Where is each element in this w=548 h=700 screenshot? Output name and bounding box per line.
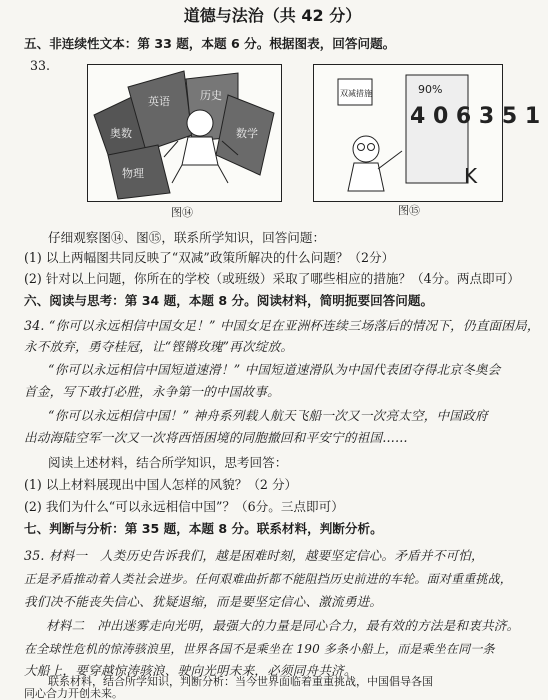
book-label: 奥数	[110, 127, 132, 140]
q34-line: 首金，写下敢打必胜，永争第一的中国故事。	[24, 384, 280, 399]
figure-14-caption: 图⑭	[171, 206, 193, 219]
book-label: 历史	[200, 89, 222, 102]
q35-material-2-line: 在全球性危机的惊涛骇浪里，世界各国不是乘坐在 190 多条小船上，而是乘坐在同一条	[24, 642, 495, 656]
cartoon-figure-14	[87, 64, 282, 202]
percent-label: 90%	[418, 83, 443, 96]
q35-material-1-line: 35. 材料一 人类历史告诉我们，越是困难时刻，越要坚定信心。矛盾并不可怕，	[24, 548, 484, 563]
letter-mark: K	[464, 164, 478, 188]
q33-item-2: (2) 针对以上问题，你所在的学校（或班级）采取了哪些相应的措施？（4分。两点即可）	[24, 271, 520, 286]
q34-line: “你可以永远相信中国！” 神舟系列载人航天飞船一次又一次亮太空，中国政府	[48, 408, 488, 423]
book-label: 英语	[148, 95, 170, 108]
q34-prompt: 阅读上述材料，结合所学知识，思考回答：	[48, 455, 288, 470]
cartoon-figure-15	[313, 64, 541, 202]
book-label: 物理	[122, 167, 144, 180]
q34-line: 永不放弃，勇夺桂冠，让“铿锵玫瑰”再次绽放。	[24, 339, 294, 354]
section-7-heading: 七、判断与分析：第 35 题，本题 8 分。联系材料，判断分析。	[24, 521, 383, 536]
q35-material-1-line: 我们决不能丧失信心、犹疑退缩，而是要坚定信心、激流勇进。	[24, 594, 383, 609]
q34-item-2: (2) 我们为什么“可以永远相信中国”？（6分。三点即可）	[24, 499, 344, 514]
figure-15-caption: 图⑮	[398, 204, 420, 217]
q35-material-2-line: 材料二 冲出迷雾走向光明，最强大的力量是同心合力，最有效的方法是和衷共济。	[46, 618, 520, 633]
q33-prompt: 仔细观察图⑭、图⑮，联系所学知识，回答问题：	[48, 230, 326, 245]
book-label: 数学	[236, 127, 258, 140]
q35-material-2-line: 大船上，要穿越惊涛骇浪、驶向光明未来，必须同舟共济。	[24, 663, 357, 678]
section-6-heading: 六、阅读与思考：第 34 题，本题 8 分。阅读材料，简明扼要回答问题。	[24, 293, 434, 308]
q35-prompt	[24, 675, 548, 700]
question-33-number: 33.	[30, 58, 51, 73]
board-sign: 双减措施	[340, 89, 372, 98]
q34-item-1: (1) 以上材料展现出中国人怎样的风貌？（2 分）	[24, 477, 298, 492]
q33-item-1: (1) 以上两幅图共同反映了“双减”政策所解决的什么问题？（2分）	[24, 250, 395, 265]
page-title: 道德与法治（共 42 分）	[183, 6, 362, 25]
q34-line: “你可以永远相信中国短道速滑！” 中国短道速滑队为中国代表团夺得北京冬奥会	[48, 362, 501, 377]
q35-material-1-line: 正是矛盾推动着人类社会进步。任何艰难曲折都不能阻挡历史前进的车轮。面对重重挑战，	[24, 572, 513, 586]
student-with-numbers-illustration	[314, 65, 541, 201]
section-5-heading: 五、非连续性文本：第 33 题，本题 6 分。根据图表，回答问题。	[24, 36, 396, 51]
q34-line: 出动海陆空军一次又一次将西悟困境的同胞撤回和平安宁的祖国……	[24, 430, 408, 445]
q34-line: 34. “你可以永远相信中国女足！” 中国女足在亚洲杯连续三场落后的情况下，仍直面困局，	[24, 318, 540, 333]
student-under-books-illustration	[88, 65, 281, 201]
numbers-pile: 4 0 6 3 5 1	[410, 104, 541, 129]
q35-prompt-line-1: 联系材料，结合所学知识，判断分析：当今世界面临着重重挑战，中国倡导各国	[48, 675, 433, 688]
q35-prompt-line-2: 同心合力开创未来。	[24, 687, 123, 700]
